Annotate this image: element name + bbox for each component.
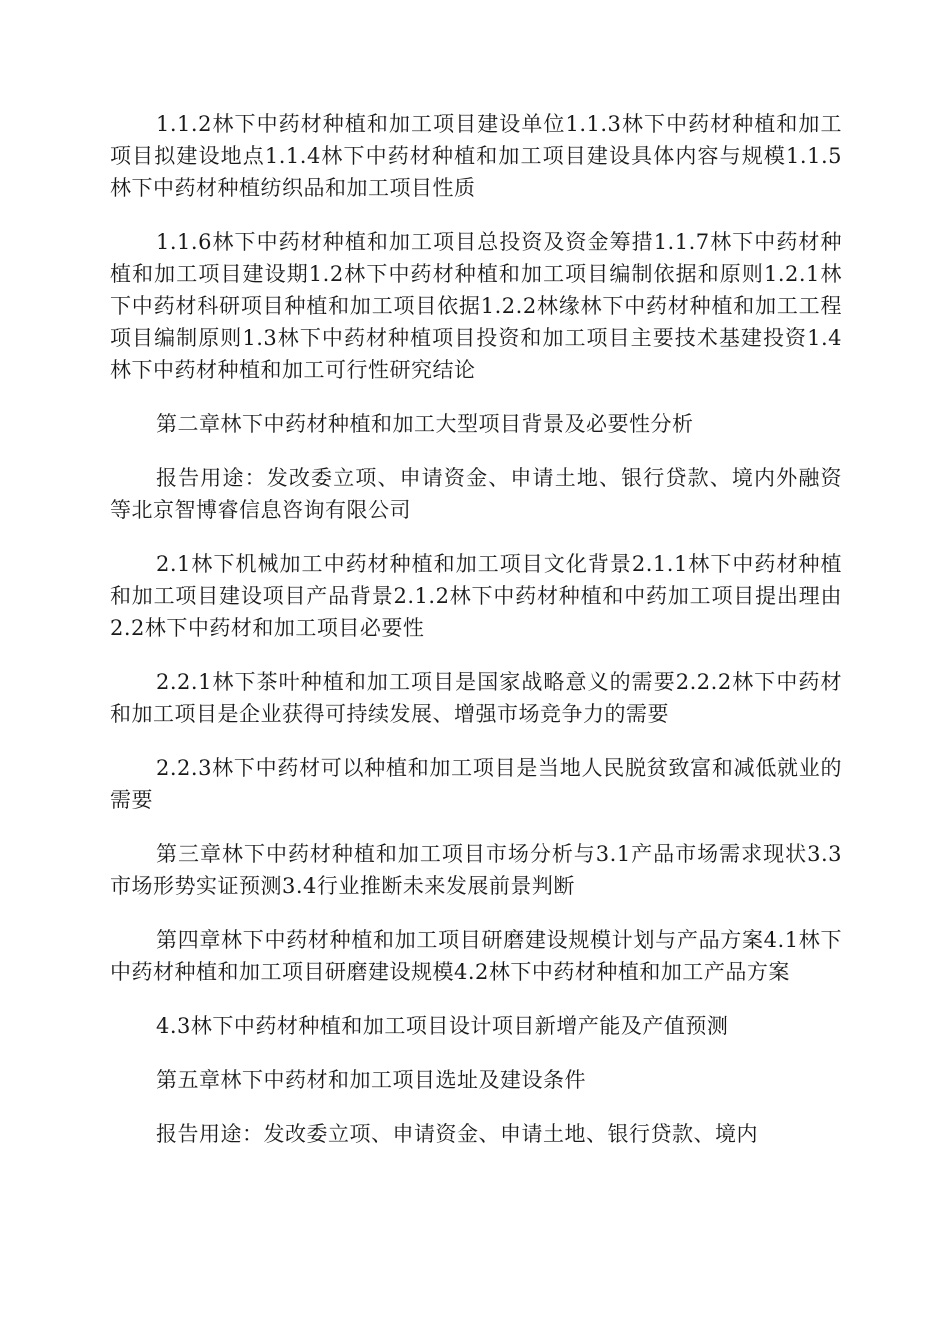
paragraph-section-4-3: 4.3林下中药材种植和加工项目设计项目新增产能及产值预测 — [156, 1014, 729, 1038]
paragraph-section-1-1-2: 1.1.2林下中药材种植和加工项目建设单位1.1.3林下中药材种植和加工项目拟建设地点1.1.4林下中药材种植和加工项目建设具体内容与规模1.1.5林下中药材种植纺织品和加工项目性质 — [110, 112, 842, 200]
report-usage-note: 报告用途：发改委立项、申请资金、申请土地、银行贷款、境内外融资等北京智博睿信息咨询有限公司 — [110, 466, 842, 522]
chapter-2-heading: 第二章林下中药材种植和加工大型项目背景及必要性分析 — [156, 412, 694, 436]
paragraph-section-2-1: 2.1林下机械加工中药材种植和加工项目文化背景2.1.1林下中药材种植和加工项目建设项目产品背景2.1.2林下中药材种植和中药加工项目提出理由2.2林下中药材和加工项目必要性 — [110, 552, 842, 640]
paragraph-section-1-1-6: 1.1.6林下中药材种植和加工项目总投资及资金筹措1.1.7林下中药材种植和加工项目建设期1.2林下中药材种植和加工项目编制依据和原则1.2.1林下中药材科研项目种植和加工项目依据1.2.2林缘林下中药材种植和加工工程项目编制原则1.3林下中药材种植项目投资和加工项目主要技术基建投资1.4林下中药材种植和加工可行性研究结论 — [110, 230, 842, 382]
chapter-5-heading: 第五章林下中药材和加工项目选址及建设条件 — [156, 1068, 586, 1092]
document-page — [110, 108, 842, 1172]
paragraph-section-2-2-3: 2.2.3林下中药材可以种植和加工项目是当地人民脱贫致富和减低就业的需要 — [110, 756, 842, 812]
paragraph-section-2-2-1: 2.2.1林下茶叶种植和加工项目是国家战略意义的需要2.2.2林下中药材和加工项目是企业获得可持续发展、增强市场竞争力的需要 — [110, 670, 842, 726]
chapter-3-paragraph: 第三章林下中药材种植和加工项目市场分析与3.1产品市场需求现状3.3市场形势实证预测3.4行业推断未来发展前景判断 — [110, 842, 842, 898]
chapter-4-paragraph: 第四章林下中药材种植和加工项目研磨建设规模计划与产品方案4.1林下中药材种植和加工项目研磨建设规模4.2林下中药材种植和加工产品方案 — [110, 928, 842, 984]
report-usage-note-2: 报告用途：发改委立项、申请资金、申请土地、银行贷款、境内 — [156, 1122, 758, 1146]
